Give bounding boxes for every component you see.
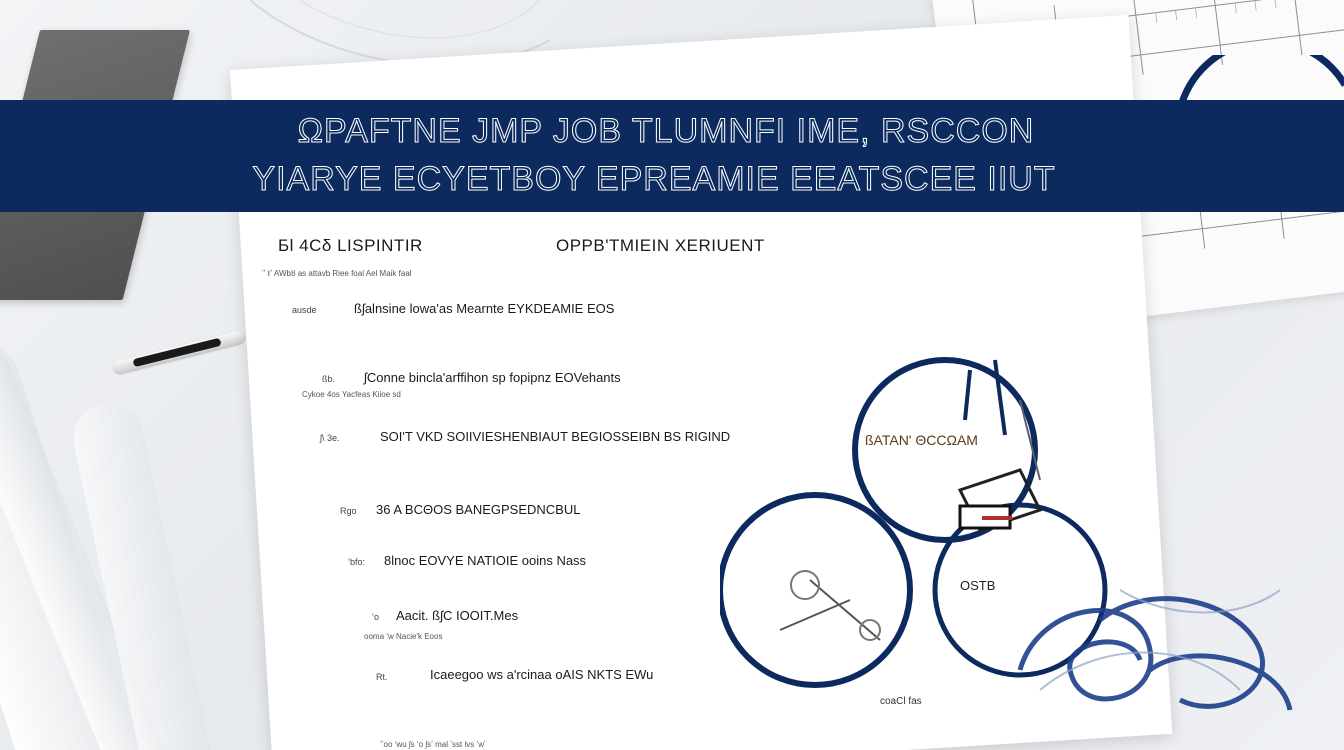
banner-title-line2: YIARYE ECYETBOY EPREAMIE EEATSCEE IIUT bbox=[252, 160, 1056, 198]
item-marker: ʻo bbox=[372, 612, 380, 622]
list-item: ʃConne bincla'arffihon sp fopipnz EOVehants bbox=[364, 370, 621, 385]
list-item: SOI'T VKD SOIIVIESHENBIAUT BEGIOSSEIBN BS RIGIND bbox=[380, 429, 731, 444]
item-marker: ʻbfo: bbox=[348, 557, 366, 567]
item-marker: ßb. bbox=[322, 374, 336, 384]
list-item: Icaeegoo ws a'rcinaa oAIS NKTS EWu bbox=[430, 667, 654, 682]
diagram-label-top: ßATAN' ΘCCΩAM bbox=[865, 432, 978, 448]
left-heading: Бl 4Cδ LISPINTIR bbox=[278, 236, 423, 255]
document-subtitle: ʼʼ ℓʼ AWbȣ as attavb Riee foal Ael Maik faal bbox=[262, 269, 412, 278]
document-footer: ʼʼoo ʻwu ʃs ʻo ʃsʼ mal ʼsst lvs ʼwʼ bbox=[380, 740, 486, 749]
diagram-label-bottom: OSTB bbox=[960, 578, 996, 593]
right-heading: OPPB'TMIEIN XERIUENT bbox=[556, 236, 765, 255]
mechanical-diagram bbox=[720, 340, 1340, 750]
list-item-sub: Cykoe 4οs Yacfeas Kiioe sd bbox=[302, 390, 401, 399]
list-item: 8lnoc EOVYE NATIOIE ooins Nass bbox=[384, 553, 587, 568]
list-item: Aacit. ßʃC IOOIT.Mes bbox=[396, 608, 519, 623]
item-marker: ʃ\ 3e. bbox=[320, 433, 340, 443]
list-item-sub: ooma ʻw Nacie'k Eoos bbox=[364, 632, 443, 641]
list-item: 36 A BCΘOS BANEGPSEDNCBUL bbox=[376, 502, 581, 517]
banner-title-line1: ΩPAFTNE JMP JOB TLUMNFI IME, RSCCON bbox=[297, 112, 1035, 150]
diagram-corner-label: coaCl fas bbox=[880, 696, 922, 707]
ring-decoration bbox=[1170, 55, 1344, 115]
item-marker: Rt. bbox=[376, 672, 388, 682]
pen-icon bbox=[113, 330, 246, 374]
list-item: ßʃalnsine lowa'as Mearnte EYKDEAMIE EOS bbox=[354, 301, 615, 316]
item-marker: Rgo bbox=[340, 506, 357, 516]
item-marker: ausde bbox=[292, 305, 317, 315]
